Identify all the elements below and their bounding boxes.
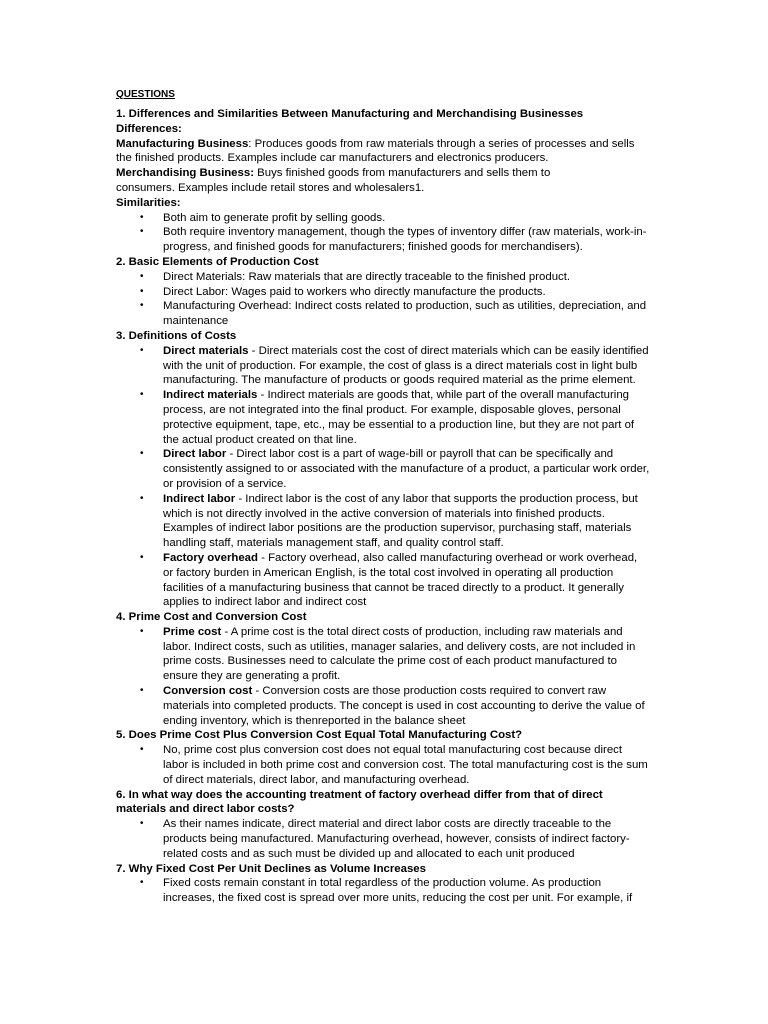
list-item — [116, 299, 650, 329]
list-item — [116, 817, 650, 861]
section-6-list — [116, 817, 650, 861]
production-cost-elements-list — [116, 270, 650, 329]
bullet-icon: • — [140, 625, 144, 637]
bullet-icon: • — [140, 685, 144, 697]
list-item-text: Direct Materials: Raw materials that are directly traceable to the finished product. — [163, 270, 571, 283]
definition-text: - Indirect labor is the cost of any labor that supports the production process, but which is not directly involved in the active conversion of materials into finished products. Examples of indirect labor positions are the production supervisor, purchasing staff, materials handling staff, materials management staff, and quality control staff. — [163, 492, 638, 550]
section-3-heading: 3. Definitions of Costs — [116, 329, 237, 342]
definition-term: Conversion cost — [163, 685, 253, 698]
list-item — [116, 447, 650, 491]
bullet-icon: • — [140, 226, 144, 238]
section-5-list — [116, 743, 650, 787]
prime-conversion-list — [116, 625, 650, 729]
differences-label: Differences: — [116, 122, 182, 135]
definition-term: Direct labor — [163, 448, 227, 461]
definition-term: Direct materials — [163, 344, 249, 357]
merchandising-business-term: Merchandising Business: — [116, 167, 254, 180]
bullet-icon: • — [140, 492, 144, 504]
bullet-icon: • — [140, 344, 144, 356]
bullet-icon: • — [140, 744, 144, 756]
list-item-text: No, prime cost plus conversion cost does not equal total manufacturing cost because direct labor is included in both prime cost and conversion cost. The total manufacturing cost is the sum of direct materials, direct labor, and manufacturing overhead. — [163, 744, 648, 786]
list-item — [116, 270, 650, 285]
list-item-text: Fixed costs remain constant in total regardless of the production volume. As production increases, the fixed cost is spread over more units, reducing the cost per unit. For example, if — [163, 877, 633, 905]
manufacturing-business-text: : Produces goods from raw materials through a series of processes and sells the finished products. Examples include car manufacturers and electronics producers. — [116, 137, 635, 165]
similarities-list — [116, 211, 650, 255]
bullet-icon: • — [140, 285, 144, 297]
definition-term: Prime cost — [163, 625, 222, 638]
list-item — [116, 211, 650, 226]
list-item-text: Both require inventory management, though the types of inventory differ (raw materials, work-in-progress, and finished goods for manufacturers; finished goods for merchandisers). — [163, 226, 647, 254]
section-1-heading: 1. Differences and Similarities Between Manufacturing and Merchandising Businesses — [116, 108, 584, 120]
definition-text: - Indirect materials are goods that, while part of the overall manufacturing process, are not integrated into the final product. For example, disposable gloves, personal protective equipment, tape, etc., may be essential to a production line, but they are not part of the actual product created on that line. — [163, 389, 635, 446]
definition-term: Indirect labor — [163, 492, 236, 505]
list-item — [116, 492, 650, 551]
list-item — [116, 625, 650, 684]
list-item — [116, 876, 650, 906]
cost-definitions-list — [116, 344, 650, 610]
section-7-list — [116, 876, 650, 906]
bullet-icon: • — [140, 211, 144, 223]
list-item-text: Both aim to generate profit by selling goods. — [163, 211, 386, 224]
list-item — [116, 551, 650, 610]
definition-text: - Factory overhead, also called manufacturing overhead or work overhead, or factory burden in American English, is the total cost involved in operating all production facilities of a manufacturing business that cannot be traced directly to a product. It generally applies to indirect labor and indirect cost — [163, 551, 638, 609]
section-2-heading: 2. Basic Elements of Production Cost — [116, 255, 319, 268]
definition-term: Factory overhead — [163, 551, 258, 564]
list-item — [116, 684, 650, 728]
definition-text: - Direct materials cost the cost of direct materials which can be easily identified with the unit of production. For example, the cost of glass is a direct materials cost in light bulb manufacturing. The manufacture of products or goods required material as the prime element. — [163, 344, 649, 387]
bullet-icon: • — [140, 270, 144, 282]
bullet-icon: • — [140, 389, 144, 401]
section-4-heading: 4. Prime Cost and Conversion Cost — [116, 611, 307, 624]
definition-text: - Conversion costs are those production costs required to convert raw materials into completed products. The concept is used in cost accounting to derive the value of ending inventory, which is thenreported in the balance sheet — [163, 685, 645, 727]
definition-term: Indirect materials — [163, 389, 258, 402]
list-item — [116, 225, 650, 255]
manufacturing-business-paragraph — [116, 137, 650, 167]
bullet-icon: • — [140, 448, 144, 460]
bullet-icon: • — [140, 300, 144, 312]
list-item-text: As their names indicate, direct material and direct labor costs are directly traceable to the products being manufactured. Manufacturing overhead, however, consists of indirect factory-related costs and as such must be divided up and allocated to each unit produced — [163, 818, 630, 860]
section-6-heading: 6. In what way does the accounting treatment of factory overhead differ from that of direct materials and direct labor costs? — [116, 788, 603, 816]
definition-text: - Direct labor cost is a part of wage-bill or payroll that can be specifically and consistently assigned to or associated with the manufacture of a product, a particular work order, or provision of a service. — [163, 448, 650, 490]
list-item-text: Direct Labor: Wages paid to workers who directly manufacture the products. — [163, 285, 546, 298]
similarities-label: Similarities: — [116, 196, 181, 209]
bullet-icon: • — [140, 551, 144, 563]
merchandising-business-paragraph — [116, 166, 650, 181]
manufacturing-business-term: Manufacturing Business — [116, 137, 249, 150]
list-item-text: Manufacturing Overhead: Indirect costs related to production, such as utilities, depreciation, and maintenance — [163, 300, 647, 328]
list-item — [116, 285, 650, 300]
list-item — [116, 388, 650, 447]
merchandising-business-text-continued: consumers. Examples include retail stores and wholesalers1. — [116, 181, 425, 194]
list-item — [116, 743, 650, 787]
bullet-icon: • — [140, 818, 144, 830]
definition-text: - A prime cost is the total direct costs of production, including raw materials and labor. Indirect costs, such as utilities, manager salaries, and delivery costs, are not included in prime costs. Businesses need to calculate the prime cost of each product manufactured to ensure they are generating a profit. — [163, 625, 636, 683]
list-item — [116, 344, 650, 388]
document-title: QUESTIONS — [116, 89, 175, 100]
section-7-heading: 7. Why Fixed Cost Per Unit Declines as Volume Increases — [116, 862, 426, 875]
merchandising-business-text: Buys finished goods from manufacturers and sells them to — [253, 167, 551, 180]
section-5-heading: 5. Does Prime Cost Plus Conversion Cost Equal Total Manufacturing Cost? — [116, 729, 523, 742]
bullet-icon: • — [140, 877, 144, 889]
